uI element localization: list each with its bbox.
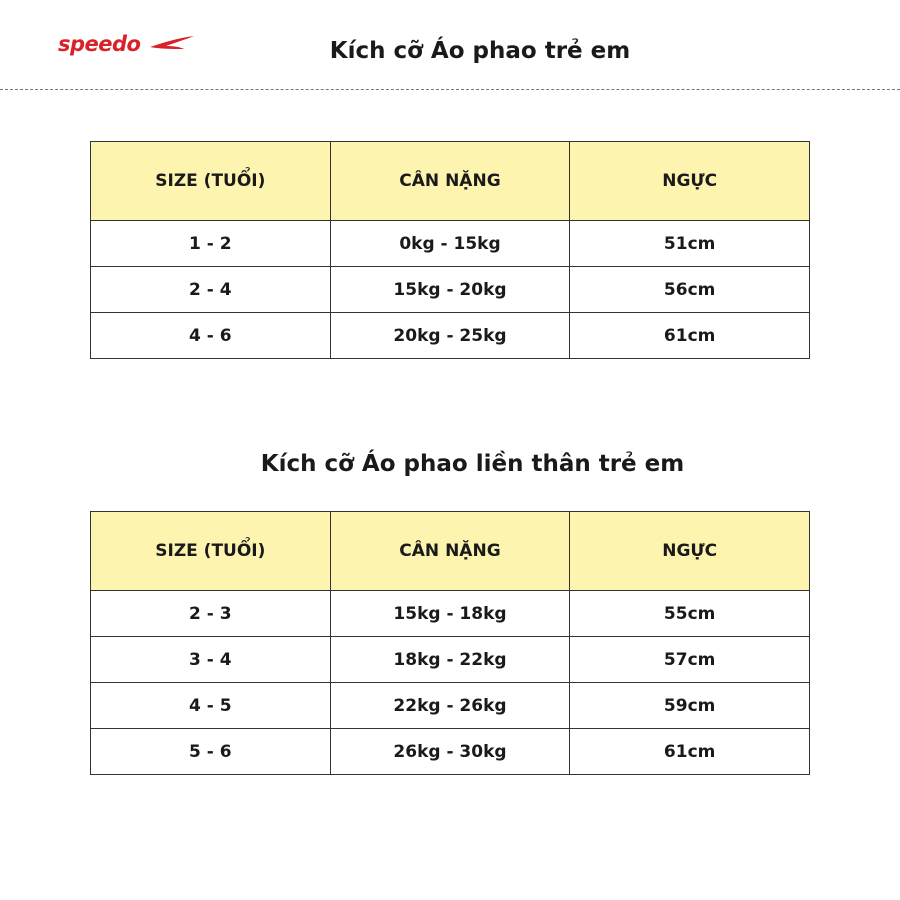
cell-chest: 55cm <box>570 591 810 637</box>
cell-weight: 18kg - 22kg <box>330 637 570 683</box>
table-row <box>91 313 810 359</box>
cell-weight: 26kg - 30kg <box>330 729 570 775</box>
table-row <box>91 221 810 267</box>
boomerang-icon <box>148 34 196 54</box>
cell-size: 4 - 5 <box>91 683 331 729</box>
cell-size: 2 - 3 <box>91 591 331 637</box>
table-header-row <box>91 142 810 221</box>
cell-size: 5 - 6 <box>91 729 331 775</box>
table-row <box>91 637 810 683</box>
table-row <box>91 591 810 637</box>
cell-chest: 56cm <box>570 267 810 313</box>
cell-weight: 22kg - 26kg <box>330 683 570 729</box>
size-table-life-vest <box>90 141 810 359</box>
size-table-full-body-vest <box>90 511 810 775</box>
cell-weight: 15kg - 20kg <box>330 267 570 313</box>
column-header-size: SIZE (TUỔI) <box>91 512 331 591</box>
section-title-full-body-vest: Kích cỡ Áo phao liền thân trẻ em <box>260 451 685 477</box>
column-header-weight: CÂN NẶNG <box>330 512 570 591</box>
column-header-size: SIZE (TUỔI) <box>91 142 331 221</box>
table-row <box>91 267 810 313</box>
table-row <box>91 729 810 775</box>
cell-chest: 61cm <box>570 313 810 359</box>
cell-weight: 15kg - 18kg <box>330 591 570 637</box>
logo-wordmark: speedo <box>58 32 141 56</box>
table-row <box>91 683 810 729</box>
table-header-row <box>91 512 810 591</box>
column-header-weight: CÂN NẶNG <box>330 142 570 221</box>
dashed-divider <box>0 89 900 90</box>
column-header-chest: NGỰC <box>570 142 810 221</box>
cell-size: 3 - 4 <box>91 637 331 683</box>
cell-size: 1 - 2 <box>91 221 331 267</box>
column-header-chest: NGỰC <box>570 512 810 591</box>
cell-weight: 20kg - 25kg <box>330 313 570 359</box>
cell-chest: 51cm <box>570 221 810 267</box>
cell-size: 2 - 4 <box>91 267 331 313</box>
cell-chest: 57cm <box>570 637 810 683</box>
cell-chest: 61cm <box>570 729 810 775</box>
cell-size: 4 - 6 <box>91 313 331 359</box>
cell-chest: 59cm <box>570 683 810 729</box>
page-title: Kích cỡ Áo phao trẻ em <box>329 38 631 64</box>
cell-weight: 0kg - 15kg <box>330 221 570 267</box>
speedo-logo <box>58 30 198 66</box>
